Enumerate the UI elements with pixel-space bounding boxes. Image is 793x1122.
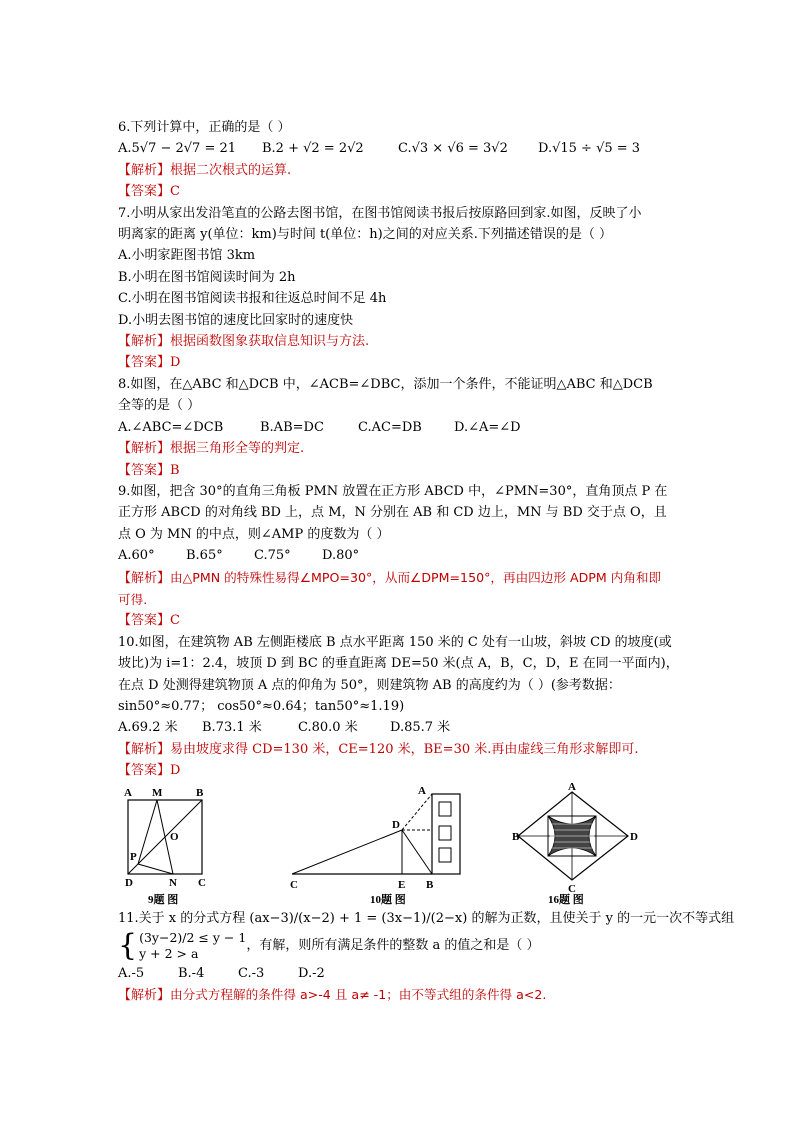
fig16-label-a: A — [568, 780, 576, 793]
brace-icon: { — [118, 927, 138, 963]
q9-analysis-cont: 可得. — [118, 591, 148, 607]
q10-options — [118, 717, 688, 738]
fig9-label-c: C — [198, 876, 206, 889]
fig9-label-n: N — [169, 876, 177, 889]
q6-analysis: 【解析】根据二次根式的运算. — [118, 162, 292, 178]
q8-options — [118, 417, 688, 438]
q9-option-d: D.80° — [322, 548, 360, 564]
q11-analysis: 【解析】由分式方程解的条件得 a>-4 且 a≠ -1；由不等式组的条件得 a<2. — [118, 987, 547, 1004]
fig16-caption: 16题 图 — [548, 893, 584, 906]
q11-options — [118, 963, 688, 984]
q7-analysis: 【解析】根据函数图象获取信息知识与方法. — [118, 334, 370, 350]
fig10-caption: 10题 图 — [370, 893, 406, 906]
q10-stem-2: 坡比)为 i=1：2.4，坡顶 D 到 BC 的垂直距离 DE=50 米(点 A，B，C，D，E 在同一平面内)， — [118, 656, 679, 672]
q11-stem-2: ，有解，则所有满足条件的整数 a 的值之和是（ ） — [246, 938, 540, 953]
q7-stem-1: 7.小明从家出发沿笔直的公路去图书馆，在图书馆阅读书报后按原路回到家.如图，反映了小 — [118, 205, 642, 221]
q11-inequality-system — [139, 930, 246, 962]
q8-stem-2: 全等的是（ ） — [118, 398, 201, 414]
q7-stem-2: 明离家的距离 y(单位：km)与时间 t(单位：h)之间的对应关系.下列描述错误的是（ ） — [118, 227, 612, 243]
q10-option-a: A.69.2 米 — [118, 720, 178, 736]
q8-option-b: B.AB=DC — [260, 419, 324, 435]
q11-inequality-1: (3y−2)/2 ≤ y − 1 — [139, 929, 247, 945]
q6-answer: 【答案】C — [118, 184, 180, 200]
fig9-label-b: B — [196, 786, 204, 799]
q9-stem-2: 正方形 ABCD 的对角线 BD 上，点 M，N 分别在 AB 和 CD 边上，MN 与 BD 交于点 O，且 — [118, 505, 667, 521]
q10-option-d: D.85.7 米 — [390, 720, 451, 736]
fig9-label-a: A — [124, 786, 132, 799]
q9-option-b: B.65° — [186, 548, 223, 564]
figure-16 — [512, 780, 652, 908]
fig9-label-d: D — [125, 876, 133, 889]
fig10-label-d: D — [392, 818, 400, 831]
q8-answer: 【答案】B — [118, 462, 180, 478]
q11-inequality-2: y + 2 > a — [139, 945, 199, 961]
q8-analysis: 【解析】根据三角形全等的判定. — [118, 441, 305, 457]
q9-option-c: C.75° — [254, 548, 291, 564]
figure-10 — [284, 786, 464, 908]
fig10-label-a: A — [418, 784, 426, 797]
q7-option-c: C.小明在图书馆阅读书报和往返总时间不足 4h — [118, 291, 387, 307]
q11-stem-1: 11.关于 x 的分式方程 (ax−3)/(x−2) + 1 = (3x−1)/(2−x) 的解为正数，且使关于 y 的一元一次不等式组 — [118, 910, 735, 926]
q8-option-c: C.AC=DB — [358, 419, 422, 435]
fig16-label-b: B — [512, 830, 520, 843]
fig16-label-c: C — [568, 882, 576, 895]
q9-option-a: A.60° — [118, 548, 155, 564]
q7-option-d: D.小明去图书馆的速度比回家时的速度快 — [118, 312, 354, 328]
q8-stem-1: 8.如图，在△ABC 和△DCB 中，∠ACB=∠DBC，添加一个条件，不能证明△ABC 和△DCB — [118, 376, 653, 392]
q9-stem-3: 点 O 为 MN 的中点，则∠AMP 的度数为（ ） — [118, 526, 390, 542]
q8-option-d: D.∠A=∠D — [454, 419, 521, 435]
q10-stem-3: 在点 D 处测得建筑物顶 A 点的仰角为 50°，则建筑物 AB 的高度约为（ ）(参考数据： — [118, 677, 621, 693]
q10-analysis: 【解析】易由坡度求得 CD=130 米，CE=120 米，BE=30 米.再由虚线三角形求解即可. — [118, 741, 639, 757]
fig10-label-c: C — [290, 878, 298, 891]
q6-option-b: B.2 + √2 = 2√2 — [262, 141, 364, 157]
q11-system-row — [118, 929, 688, 963]
fig10-label-b: B — [426, 878, 434, 891]
fig9-label-p: P — [130, 850, 137, 863]
exam-page — [118, 117, 735, 1007]
q7-answer: 【答案】D — [118, 355, 181, 371]
q8-option-a: A.∠ABC=∠DCB — [118, 419, 224, 435]
q6-option-d: D.√15 ÷ √5 = 3 — [538, 141, 641, 157]
q9-answer: 【答案】C — [118, 613, 180, 629]
fig9-caption: 9题 图 — [148, 893, 179, 906]
q11-option-d: D.-2 — [298, 966, 325, 981]
fig16-label-d: D — [630, 830, 638, 843]
figures-row — [118, 780, 688, 908]
q10-stem-4: sin50°≈0.77； cos50°≈0.64；tan50°≈1.19) — [118, 698, 405, 714]
q11-option-a: A.-5 — [118, 966, 145, 981]
q9-stem-1: 9.如图，把含 30°的直角三角板 PMN 放置在正方形 ABCD 中，∠PMN=30°，直角顶点 P 在 — [118, 483, 668, 499]
q10-option-b: B.73.1 米 — [202, 720, 262, 736]
q11-option-b: B.-4 — [178, 966, 205, 981]
q10-option-c: C.80.0 米 — [298, 720, 358, 736]
q7-option-b: B.小明在图书馆阅读时间为 2h — [118, 269, 296, 285]
q6-option-c: C.√3 × √6 = 3√2 — [398, 141, 508, 157]
q6-options — [118, 138, 688, 159]
q10-stem-1: 10.如图，在建筑物 AB 左侧距楼底 B 点水平距离 150 米的 C 处有一山坡，斜坡 CD 的坡度(或 — [118, 634, 672, 650]
q10-answer: 【答案】D — [118, 763, 181, 779]
q7-option-a: A.小明家距图书馆 3km — [118, 248, 256, 264]
q9-options — [118, 545, 688, 566]
figure-9 — [118, 786, 218, 908]
q11-option-c: C.-3 — [238, 966, 265, 981]
fig9-label-m: M — [152, 786, 163, 799]
fig10-label-e: E — [398, 878, 406, 891]
fig9-label-o: O — [170, 830, 179, 843]
q6-option-a: A.5√7 − 2√7 = 21 — [118, 141, 237, 157]
q9-analysis: 【解析】由△PMN 的特殊性易得∠MPO=30°，从而∠DPM=150°，再由四边形 ADPM 内角和即 — [118, 569, 662, 586]
q6-stem: 6.下列计算中，正确的是（ ） — [118, 120, 291, 135]
